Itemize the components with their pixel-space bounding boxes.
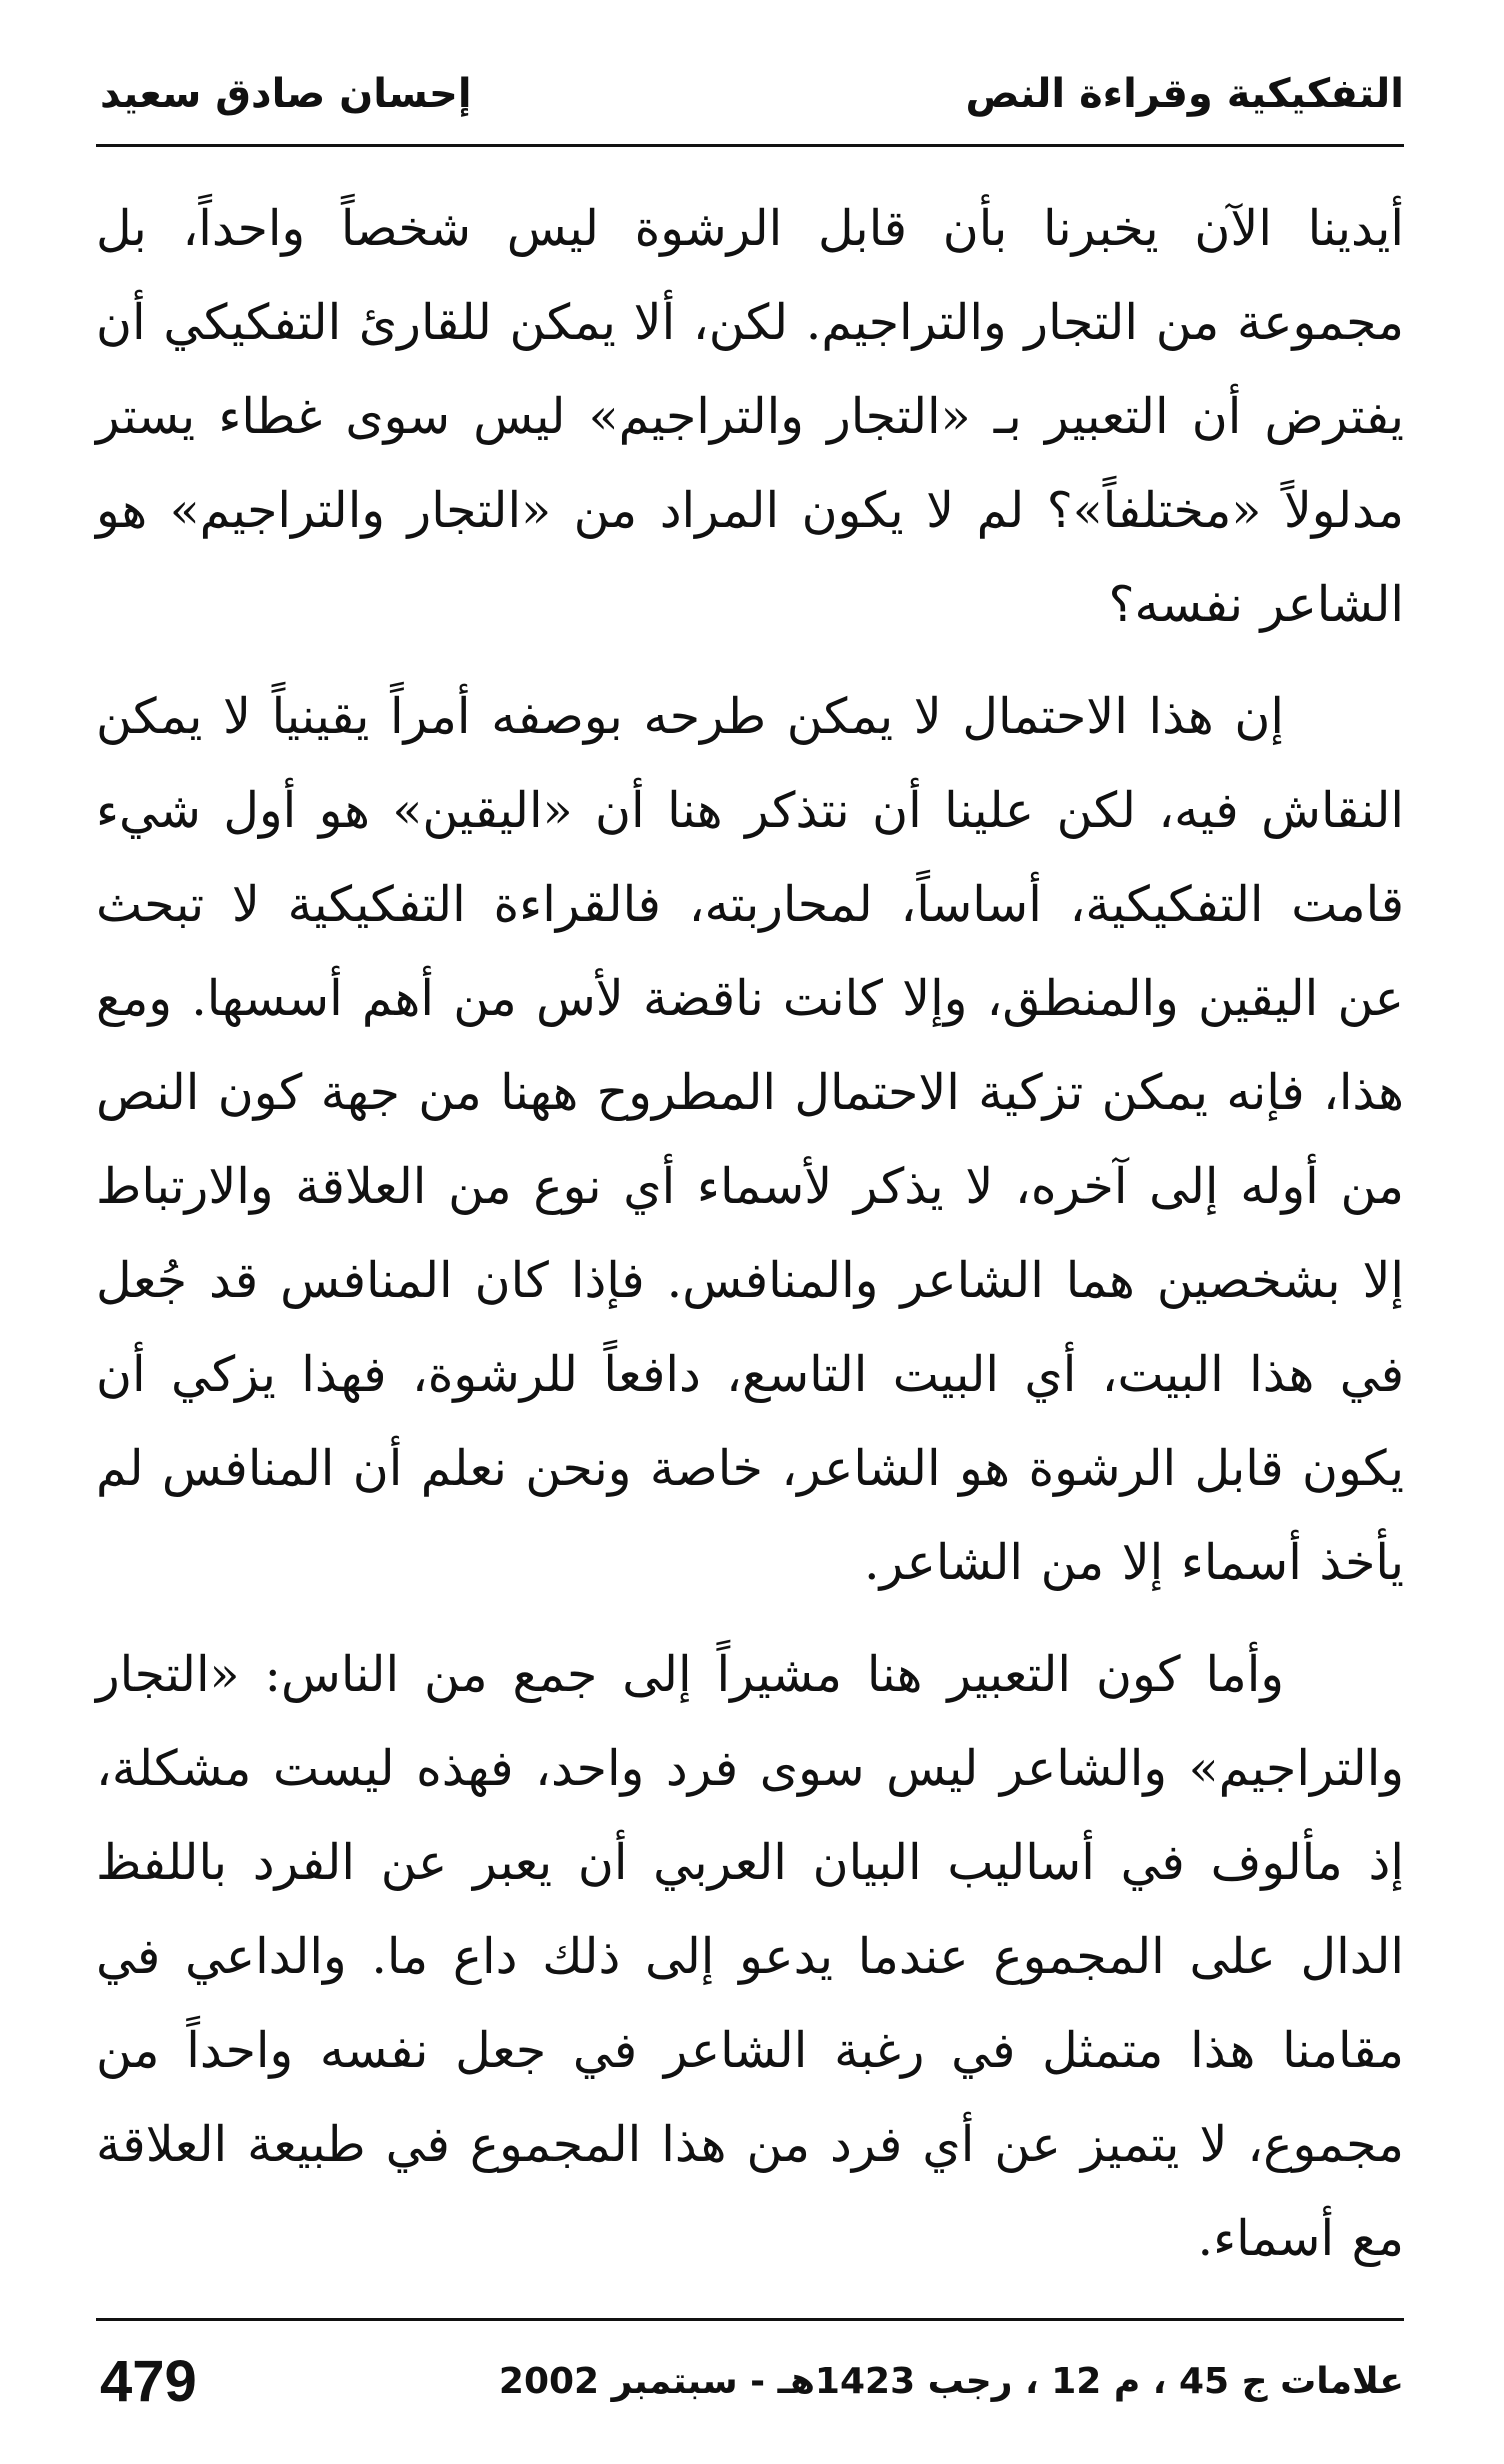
page-number: 479 [100, 2348, 197, 2414]
page-footer [100, 2336, 1404, 2426]
header-rule [96, 144, 1404, 147]
footer-rule [96, 2318, 1404, 2321]
running-title: التفكيكية وقراءة النص [965, 71, 1404, 117]
paragraph-1: أيدينا الآن يخبرنا بأن قابل الرشوة ليس شخصاً واحداً، بل مجموعة من التجار والتراجيم. لكن، ألا يمكن للقارئ التفكيكي أن يفترض أن التعبير بـ «التجار والتراجيم» ليس سوى غطاء يستر مدلولاً «مختلفاً»؟ لم لا يكون المراد من «التجار والتراجيم» هو الشاعر نفسه؟ [96, 200, 1404, 633]
paragraph-3: وأما كون التعبير هنا مشيراً إلى جمع من الناس: «التجار والتراجيم» والشاعر ليس سوى فرد واحد، فهذه ليست مشكلة، إذ مألوف في أساليب البيان العربي أن يعبر عن الفرد باللفظ الدال على المجموع عندما يدعو إلى ذلك داع ما. والداعي في مقامنا هذا متمثل في رغبة الشاعر في جعل نفسه واحداً من مجموع، لا يتميز عن أي فرد من هذا المجموع في طبيعة العلاقة مع أسماء. [96, 1646, 1404, 2267]
journal-citation: علامات ج 45 ، م 12 ، رجب 1423هـ - سبتمبر 2002 [498, 2360, 1404, 2402]
running-author: إحسان صادق سعيد [100, 71, 472, 117]
body-text [96, 182, 1404, 2304]
running-header [100, 54, 1404, 134]
paragraph-2: إن هذا الاحتمال لا يمكن طرحه بوصفه أمراً يقينياً لا يمكن النقاش فيه، لكن علينا أن نتذكر هنا أن «اليقين» هو أول شيء قامت التفكيكية، أساساً، لمحاربته، فالقراءة التفكيكية لا تبحث عن اليقين والمنطق، وإلا كانت ناقضة لأس من أهم أسسها. ومع هذا، فإنه يمكن تزكية الاحتمال المطروح ههنا من جهة كون النص من أوله إلى آخره، لا يذكر لأسماء أي نوع من العلاقة والارتباط إلا بشخصين هما الشاعر والمنافس. فإذا كان المنافس قد جُعل في هذا البيت، أي البيت التاسع، دافعاً للرشوة، فهذا يزكي أن يكون قابل الرشوة هو الشاعر، خاصة ونحن نعلم أن المنافس لم يأخذ أسماء إلا من الشاعر. [96, 688, 1404, 1591]
